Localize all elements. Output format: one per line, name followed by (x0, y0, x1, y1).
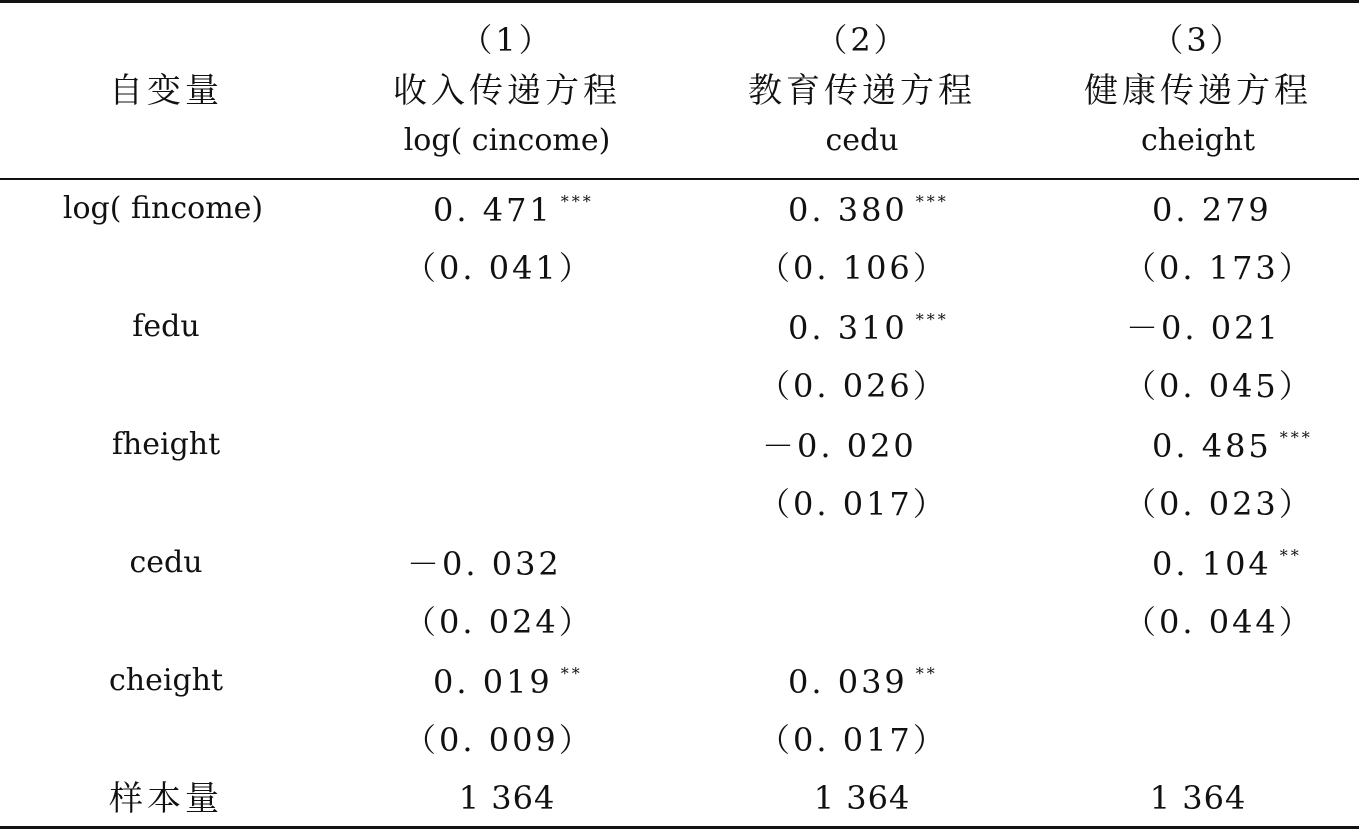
std-error-cell: （0. 026） (758, 367, 948, 405)
coefficient-cell: 0. 039 ** (788, 663, 938, 701)
top-rule (0, 0, 1359, 3)
significance-stars: *** (915, 310, 949, 329)
header-col2-number: （2） (815, 21, 909, 59)
coefficient-cell: 0. 471 *** (433, 191, 594, 229)
coefficient-cell: －0. 032 (407, 545, 562, 583)
significance-stars: ** (915, 664, 938, 683)
std-error-cell: （0. 017） (758, 721, 948, 759)
std-error-cell: （0. 106） (758, 249, 948, 287)
header-col3-number: （3） (1151, 21, 1245, 59)
header-rule (0, 178, 1359, 180)
row-variable-label: cedu (129, 545, 203, 580)
row-variable-label: fedu (132, 309, 200, 344)
coefficient-cell: 0. 104 ** (1152, 545, 1302, 583)
coefficient-cell: 0. 279 (1152, 191, 1272, 229)
std-error-cell: （0. 017） (758, 485, 948, 523)
sample-size-label: 样本量 (109, 779, 223, 819)
header-col3-dependent: cheight (1140, 123, 1256, 158)
significance-stars: *** (1279, 428, 1313, 447)
significance-stars: ** (560, 664, 583, 683)
std-error-cell: （0. 044） (1124, 603, 1314, 641)
header-col1-number: （1） (460, 21, 554, 59)
coefficient-cell: －0. 020 (762, 427, 917, 465)
header-variable-label: 自变量 (109, 71, 223, 111)
row-variable-label: log( fincome) (62, 191, 264, 226)
std-error-cell: （0. 173） (1124, 249, 1314, 287)
header-col3-title: 健康传递方程 (1084, 71, 1312, 111)
std-error-cell: （0. 041） (404, 249, 594, 287)
std-error-cell: （0. 009） (404, 721, 594, 759)
std-error-cell: （0. 024） (404, 603, 594, 641)
header-col1-dependent: log( cincome) (403, 123, 611, 158)
significance-stars: ** (1279, 546, 1302, 565)
row-variable-label: fheight (111, 427, 221, 462)
sample-size-value: 1 364 (458, 779, 556, 817)
coefficient-cell: 0. 310 *** (788, 309, 949, 347)
header-col1-title: 收入传递方程 (393, 71, 621, 111)
header-col2-title: 教育传递方程 (748, 71, 976, 111)
coefficient-cell: 0. 019 ** (433, 663, 583, 701)
coefficient-cell: －0. 021 (1126, 309, 1281, 347)
significance-stars: *** (915, 192, 949, 211)
std-error-cell: （0. 023） (1124, 485, 1314, 523)
bottom-rule (0, 826, 1359, 829)
sample-size-value: 1 364 (1149, 779, 1247, 817)
sample-size-value: 1 364 (813, 779, 911, 817)
significance-stars: *** (560, 192, 594, 211)
coefficient-cell: 0. 380 *** (788, 191, 949, 229)
row-variable-label: cheight (108, 663, 224, 698)
std-error-cell: （0. 045） (1124, 367, 1314, 405)
header-col2-dependent: cedu (825, 123, 899, 158)
coefficient-cell: 0. 485 *** (1152, 427, 1313, 465)
